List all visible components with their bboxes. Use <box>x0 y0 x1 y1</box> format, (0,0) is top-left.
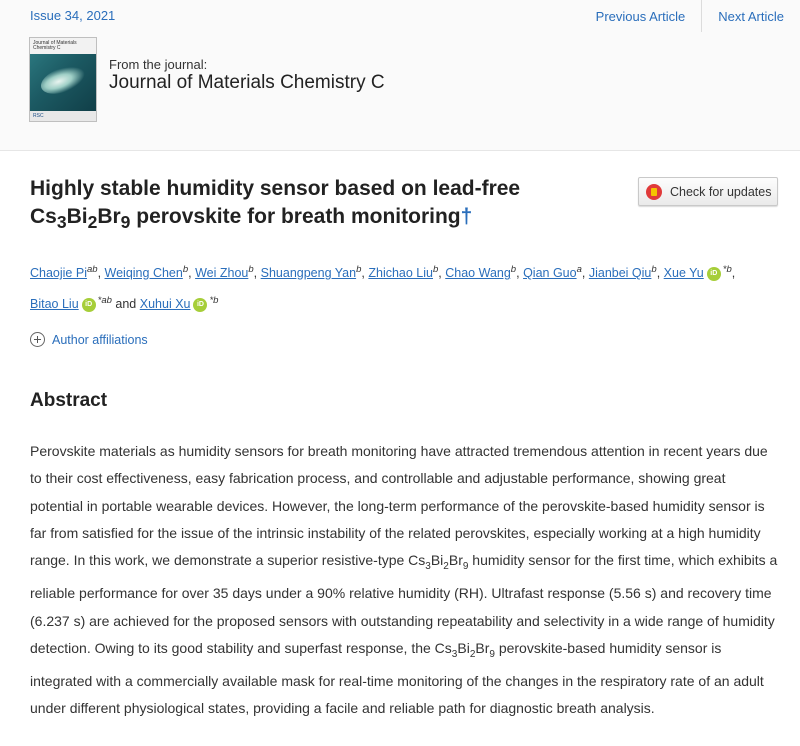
author-name-link[interactable]: Wei Zhou <box>195 266 249 281</box>
article-title: Highly stable humidity sensor based on lead-free $Cs_3Bi_2Br_9$ perovskite for breath monitoring† <box>30 177 521 233</box>
author-item: Qian Guo$^a$, <box>523 264 586 281</box>
journal-name-link[interactable]: Journal of Materials Chemistry C <box>109 72 385 93</box>
affiliation-marker: b <box>510 264 517 275</box>
author-item: Shuangpeng Yan$^b$, <box>260 264 365 281</box>
author-name-link[interactable]: Chaojie Pi <box>30 266 87 281</box>
author-name-link[interactable]: Qian Guo <box>523 266 577 281</box>
author-item: Zhichao Liu$^b$, <box>368 264 442 281</box>
issue-label: Issue 34, 2021 <box>30 8 116 23</box>
from-journal-label: From the journal: <box>109 57 208 72</box>
affiliation-marker: ab <box>86 264 98 275</box>
author-name-link[interactable]: Chao Wang <box>445 266 511 281</box>
author-item: Weiqing Chen$^b$, <box>104 264 192 281</box>
author-name-link[interactable]: Xuhui Xu <box>139 297 191 312</box>
author-affiliations-toggle[interactable] <box>30 332 148 347</box>
previous-article-link[interactable]: Previous Article <box>595 9 686 24</box>
author-item: Jianbei Qiu$^b$, <box>588 264 661 281</box>
check-updates-label: Check for updates <box>670 184 772 199</box>
check-for-updates-button[interactable] <box>638 177 778 206</box>
abstract-text: Perovskite materials as humidity sensors for breath monitoring have attracted tremendous attention in recent years due to their cost effectiveness, easy fabrication process, and controllable and adjustable performance, showing great potential in portable wearable devices. However, the long-term performance of the perovskite-based humidity sensor is far from satisfied for the issue of the intrinsic instability of the related perovskites, especially working at a high humidity range. In this work, we demonstrate a superior resistive-type $Cs_3Bi_2Br_9$ humidity sensor for the first time, which exhibits a reliable performance for over 35 days under a 90% relative humidity (RH). Ultrafast response (5.56 s) and recovery time (6.237 s) are achieved for the proposed sensors with outstanding repeatability and selectivity in a wide range of humidity detection. Owing to its good stability and superfast response, the $Cs_3Bi_2Br_9$ perovskite-based humidity sensor is integrated with a commercially available mask for real-time monitoring of the changes in the respiratory rate of an adult under different physiological states, providing a facile and reliable path for diagnostic breath analysis. <box>30 443 778 717</box>
footnote-dagger-link[interactable]: † <box>460 205 473 228</box>
cover-title: Journal of Materials Chemistry C <box>33 40 77 51</box>
journal-cover-image[interactable] <box>29 37 97 122</box>
cover-publisher: RSC <box>33 113 44 119</box>
author-name-link[interactable]: Jianbei Qiu <box>588 266 652 281</box>
plus-circle-icon <box>30 332 45 347</box>
author-name-link[interactable]: Weiqing Chen <box>104 266 183 281</box>
affiliation-marker: b <box>651 264 657 275</box>
affiliation-marker: b <box>432 264 439 275</box>
affiliation-marker: a <box>576 264 582 275</box>
author-affiliations-label: Author affiliations <box>52 332 148 347</box>
orcid-icon[interactable]: iD <box>707 267 721 281</box>
crossmark-icon <box>646 184 662 200</box>
author-item <box>30 297 112 311</box>
affiliation-marker: *b <box>209 295 219 307</box>
affiliation-marker: b <box>248 264 254 275</box>
author-name-link[interactable]: Bitao Liu <box>30 297 79 312</box>
affiliation-marker: *ab <box>97 295 112 307</box>
author-list <box>30 256 780 318</box>
author-name-link[interactable]: Zhichao Liu <box>368 266 433 281</box>
author-item: Chaojie $Pi^{ab}$, <box>30 264 102 281</box>
author-item <box>140 297 219 311</box>
next-article-link[interactable]: Next Article <box>718 9 784 24</box>
and-label: and <box>115 297 137 312</box>
article-navigation <box>580 0 800 32</box>
affiliation-marker: b <box>182 264 189 275</box>
author-item: Wei Zhou$^b$, <box>195 264 258 281</box>
affiliation-marker: b <box>356 264 362 275</box>
orcid-icon[interactable]: iD <box>82 298 96 312</box>
author-name-link[interactable]: Xue Yu <box>663 266 704 281</box>
author-name-link[interactable]: Shuangpeng Yan <box>260 266 357 281</box>
author-item: Chao Wang$^b$, <box>445 264 520 281</box>
author-item: Xue Yu iD $^{*b}$, <box>663 264 736 281</box>
affiliation-marker: *b <box>722 264 732 275</box>
orcid-icon[interactable]: iD <box>193 298 207 312</box>
journal-header <box>0 0 800 151</box>
abstract-heading: Abstract <box>30 390 108 411</box>
